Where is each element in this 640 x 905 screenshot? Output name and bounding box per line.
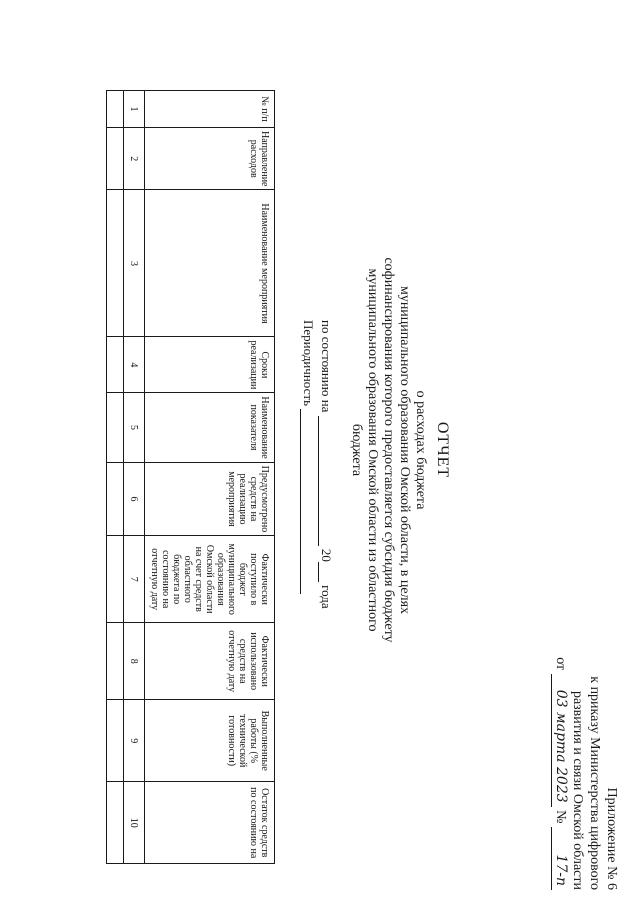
periodicity-label: Периодичность <box>301 320 316 407</box>
col-header-deadlines: Сроки реализации <box>145 337 275 393</box>
title-line-1: о расходах бюджета <box>413 390 428 510</box>
appendix-note <box>551 610 620 890</box>
col-header-indicator: Наименование показателя <box>145 393 275 462</box>
report-table <box>106 90 275 864</box>
table-cell[interactable] <box>107 536 124 623</box>
col-header-balance: Остаток средств по состоянию на <box>145 782 275 864</box>
table-cell[interactable] <box>107 393 124 462</box>
year-suffix: года <box>319 585 334 609</box>
table-cell[interactable] <box>107 782 124 864</box>
from-label: от <box>553 657 568 671</box>
col-header-received-funds: Фактически поступило в бюджет муниципального образования Омской области на счет средств областного бюджета по состоянию на отчетную дату <box>145 536 275 623</box>
col-header-planned-funds: Предусмотрено средств на реализацию мероприятия <box>145 462 275 536</box>
column-number: 2 <box>124 128 145 190</box>
title-line-5: бюджета <box>349 423 364 477</box>
table-cell[interactable] <box>107 462 124 536</box>
periodicity-blank[interactable] <box>300 409 301 594</box>
table-cell[interactable] <box>107 700 124 782</box>
appendix-line-2: к приказу Министерства цифрового <box>587 676 602 890</box>
title-line-2: муниципального образования Омской области, в целях <box>397 285 412 615</box>
column-number: 6 <box>124 462 145 536</box>
title-line-4: муниципального образования Омской области из областного <box>365 268 380 632</box>
table-header-row <box>145 91 275 864</box>
periodicity-line <box>300 320 316 594</box>
year-prefix: 20 <box>319 548 334 562</box>
col-header-number: № п/п <box>145 91 275 128</box>
table-cell[interactable] <box>107 190 124 337</box>
col-header-direction: Направление расходов <box>145 128 275 190</box>
number-label: № <box>553 810 568 824</box>
table-cell[interactable] <box>107 128 124 190</box>
as-of-label: по состоянию на <box>319 320 334 413</box>
column-number-row <box>124 91 145 864</box>
column-number: 10 <box>124 782 145 864</box>
as-of-date-line <box>318 320 334 609</box>
report-title-block <box>348 200 450 700</box>
table-cell[interactable] <box>107 91 124 128</box>
column-number: 5 <box>124 393 145 462</box>
title-line-3: софинансирования которого предоставляется субсидия бюджету <box>381 257 396 643</box>
table-cell[interactable] <box>107 337 124 393</box>
column-number: 8 <box>124 623 145 700</box>
handwritten-number: 17-п <box>551 827 569 890</box>
appendix-line-3: развития и связи Омской области <box>570 690 585 890</box>
appendix-order-ref <box>551 610 569 890</box>
handwritten-date: 03 марта 2023 <box>551 674 569 807</box>
as-of-blank[interactable] <box>318 416 319 546</box>
col-header-completed-work: Выполненные работы (% технической готовности) <box>145 700 275 782</box>
report-title: ОТЧЕТ <box>434 421 451 479</box>
column-number: 9 <box>124 700 145 782</box>
col-header-used-funds: Фактически использовано средств на отчетную дату <box>145 623 275 700</box>
table-cell[interactable] <box>107 623 124 700</box>
col-header-event-name: Наименование мероприятия <box>145 190 275 337</box>
table-row <box>107 91 124 864</box>
year-blank[interactable] <box>318 562 319 582</box>
column-number: 7 <box>124 536 145 623</box>
column-number: 3 <box>124 190 145 337</box>
appendix-line-1: Приложение № 6 <box>604 787 619 890</box>
column-number: 1 <box>124 91 145 128</box>
column-number: 4 <box>124 337 145 393</box>
